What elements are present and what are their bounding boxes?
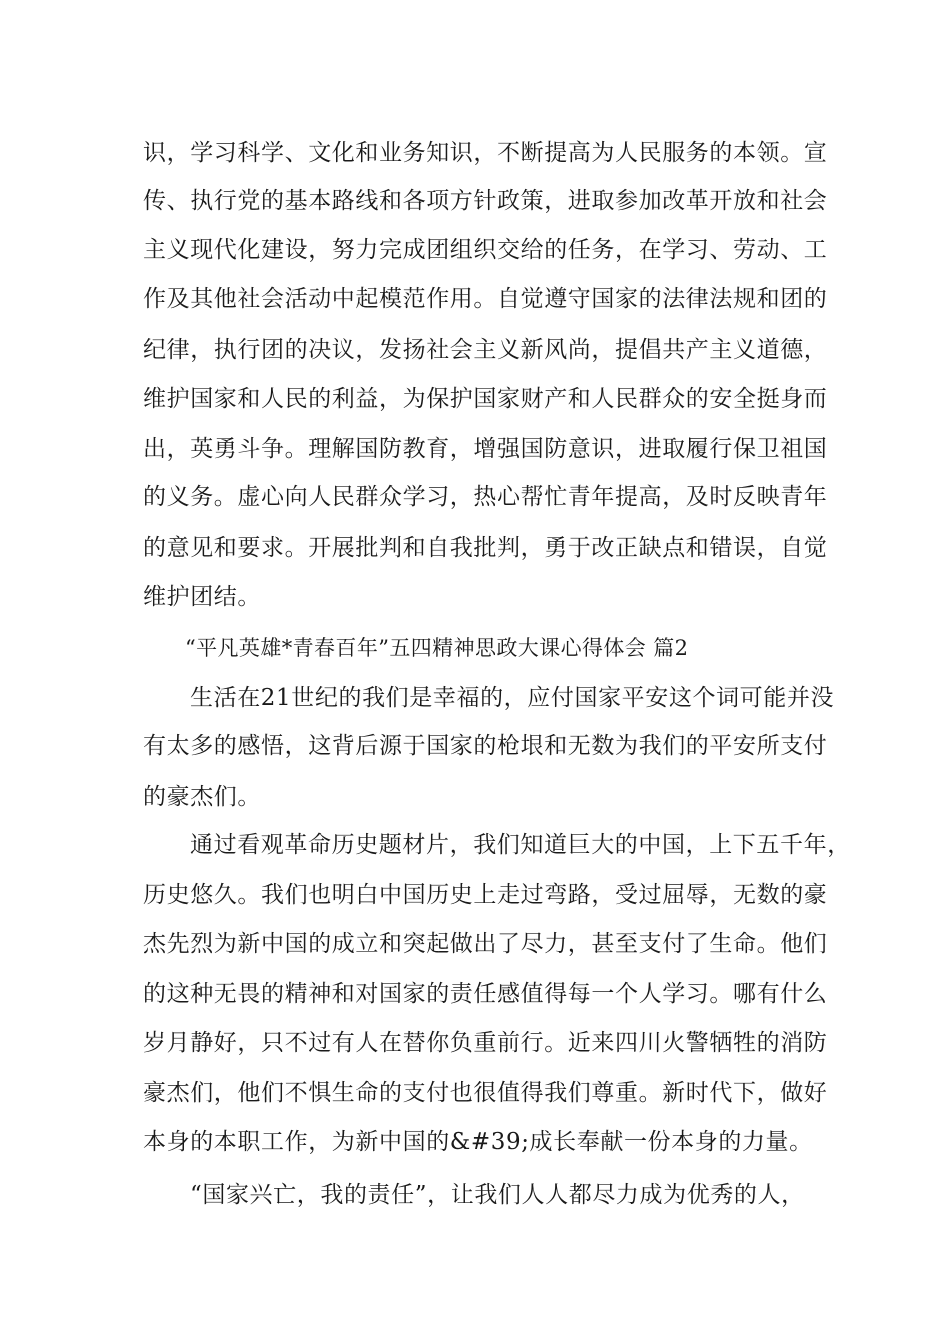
paragraph-line: 的义务。虚心向人民群众学习，热心帮忙青年提高，及时反映青年 [143,484,828,510]
paragraph-line: 作及其他社会活动中起模范作用。自觉遵守国家的法律法规和团的 [143,286,828,312]
paragraph-line: 出，英勇斗争。理解国防教育，增强国防意识，进取履行保卫祖国 [143,436,828,462]
section-heading: “平凡英雄*青春百年”五四精神思政大课心得体会 篇2 [185,636,689,660]
paragraph-line: 通过看观革命历史题材片，我们知道巨大的中国，上下五千年， [190,832,851,858]
paragraph-line: 的这种无畏的精神和对国家的责任感值得每一个人学习。哪有什么 [143,981,828,1007]
paragraph-line: 生活在21世纪的我们是幸福的，应付国家平安这个词可能并没 [190,685,835,711]
paragraph-line: 杰先烈为新中国的成立和突起做出了尽力，甚至支付了生命。他们 [143,931,828,957]
paragraph-line: 纪律，执行团的决议，发扬社会主义新风尚，提倡共产主义道德， [143,337,828,363]
paragraph-line: 维护国家和人民的利益，为保护国家财产和人民群众的安全挺身而 [143,386,828,412]
paragraph-line: 的豪杰们。 [143,784,261,810]
paragraph-line: 历史悠久。我们也明白中国历史上走过弯路，受过屈辱，无数的豪 [143,882,828,908]
paragraph-line: 识，学习科学、文化和业务知识，不断提高为人民服务的本领。宣 [143,140,828,166]
paragraph-line: 岁月静好，只不过有人在替你负重前行。近来四川火警牺牲的消防 [143,1030,828,1056]
paragraph-line: 主义现代化建设，努力完成团组织交给的任务，在学习、劳动、工 [143,237,828,263]
paragraph-line: 的意见和要求。开展批判和自我批判，勇于改正缺点和错误，自觉 [143,535,828,561]
paragraph-line: 本身的本职工作，为新中国的&#39;成长奉献一份本身的力量。 [143,1129,813,1155]
paragraph-line: 传、执行党的基本路线和各项方针政策，进取参加改革开放和社会 [143,188,828,214]
paragraph-line: “国家兴亡，我的责任”，让我们人人都尽力成为优秀的人， [190,1182,805,1208]
paragraph-line: 有太多的感悟，这背后源于国家的枪垠和无数为我们的平安所支付 [143,733,828,759]
paragraph-line: 维护团结。 [143,584,261,610]
paragraph-line: 豪杰们，他们不惧生命的支付也很值得我们尊重。新时代下，做好 [143,1080,828,1106]
